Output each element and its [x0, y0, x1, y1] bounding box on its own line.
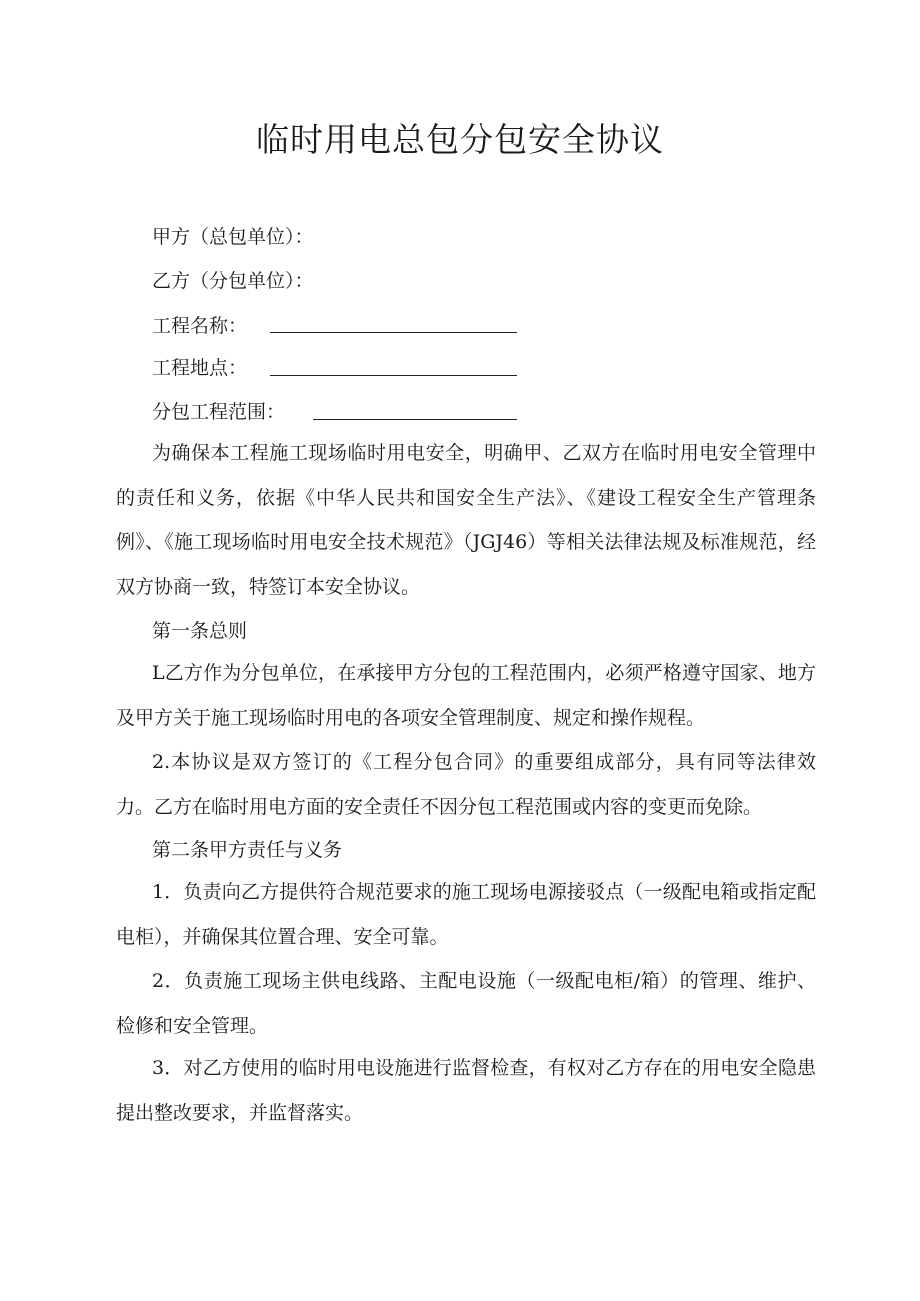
article-2-item-1: 1．负责向乙方提供符合规范要求的施工现场电源接驳点（一级配电箱或指定配电柜），并确保其位置合理、安全可靠。	[116, 881, 816, 948]
article-1-item-2: 2.本协议是双方签订的《工程分包合同》的重要组成部分，具有同等法律效力。乙方在临时用电方面的安全责任不因分包工程范围或内容的变更而免除。	[116, 751, 816, 818]
party-b-field: 乙方（分包单位）：	[152, 270, 314, 292]
subcontract-scope-blank	[313, 419, 517, 420]
project-name-blank	[270, 332, 517, 333]
project-name-label: 工程名称：	[152, 315, 248, 337]
intro-paragraph: 为确保本工程施工现场临时用电安全，明确甲、乙双方在临时用电安全管理中的责任和义务，依据《中华人民共和国安全生产法》、《建设工程安全生产管理条例》、《施工现场临时用电安全技术规范》（JGJ46）等相关法律法规及标准规范，经双方协商一致，特签订本安全协议。	[116, 442, 816, 598]
project-location-label: 工程地点：	[152, 357, 248, 379]
article-2-heading: 第二条甲方责任与义务	[152, 839, 343, 861]
article-2-item-2: 2．负责施工现场主供电线路、主配电设施（一级配电柜/箱）的管理、维护、检修和安全管理。	[116, 970, 816, 1037]
document-title: 临时用电总包分包安全协议	[256, 120, 664, 159]
article-2-item-3: 3．对乙方使用的临时用电设施进行监督检查，有权对乙方存在的用电安全隐患提出整改要求，并监督落实。	[116, 1057, 816, 1124]
article-1-item-1: L乙方作为分包单位，在承接甲方分包的工程范围内，必须严格遵守国家、地方及甲方关于施工现场临时用电的各项安全管理制度、规定和操作规程。	[116, 662, 816, 729]
article-1-heading: 第一条总则	[152, 620, 248, 642]
project-location-blank	[270, 375, 517, 376]
party-a-field: 甲方（总包单位）：	[152, 226, 314, 248]
subcontract-scope-label: 分包工程范围：	[152, 401, 286, 423]
